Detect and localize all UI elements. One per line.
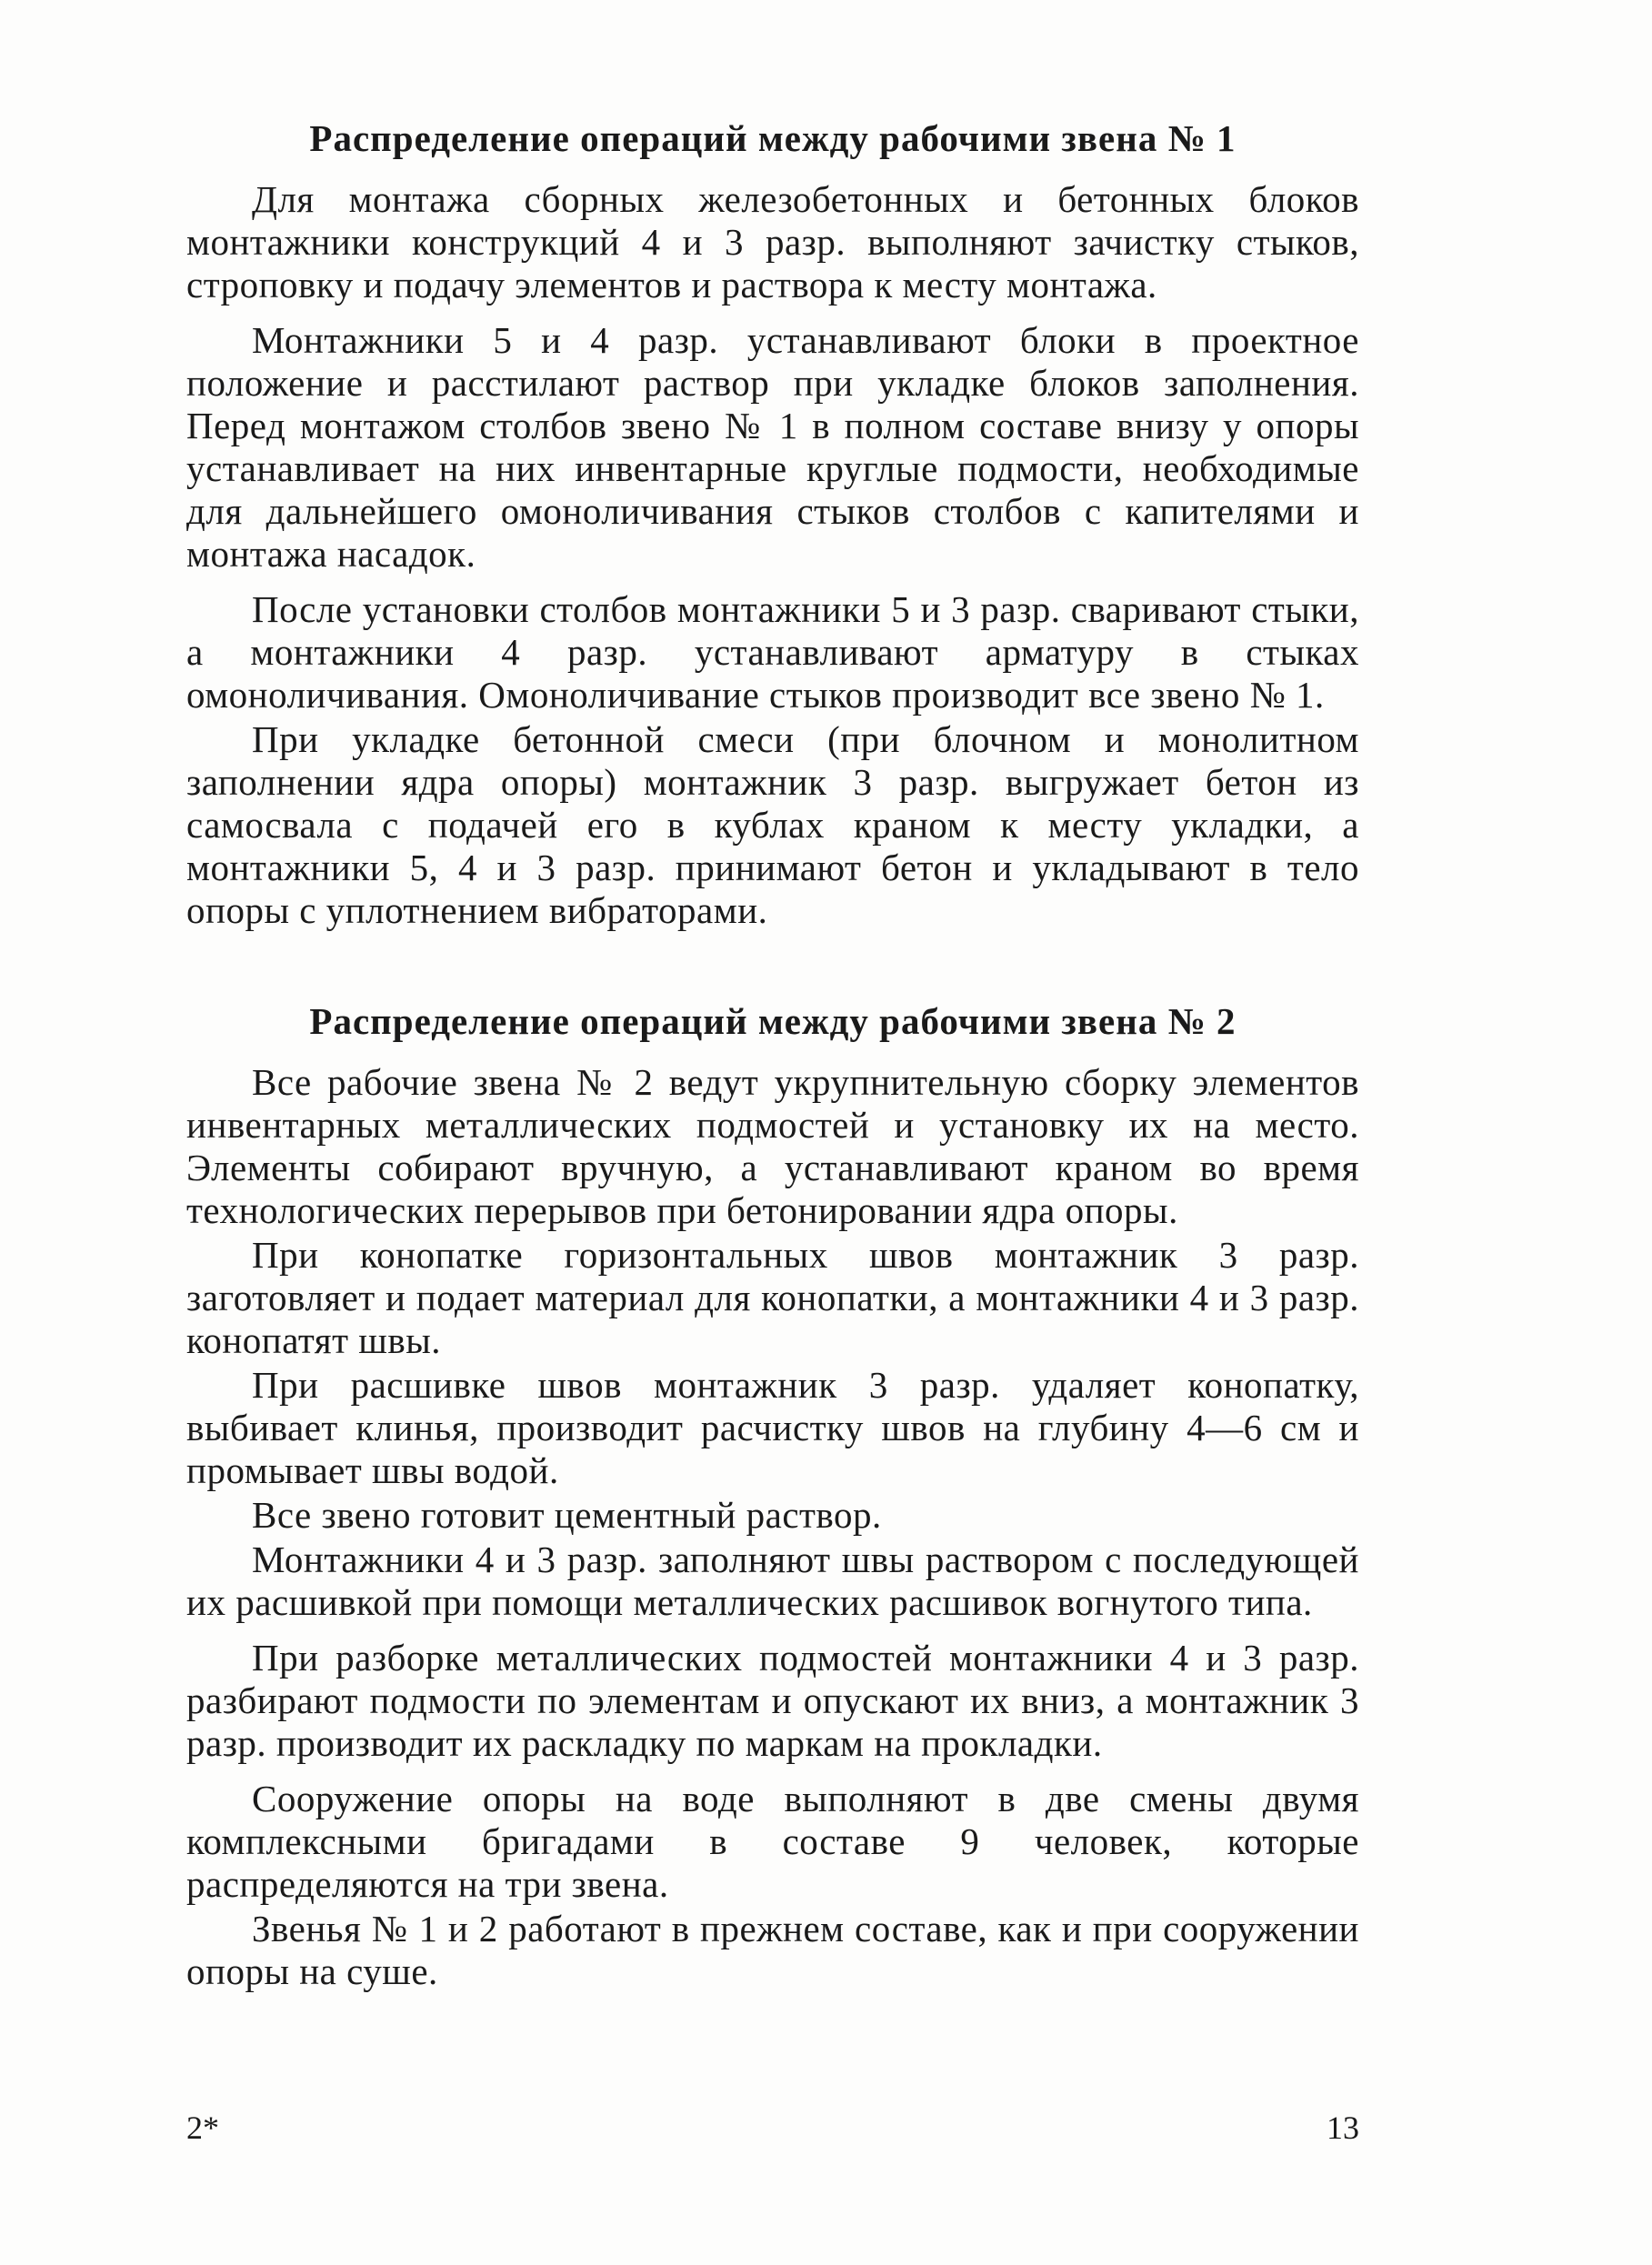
section-1-paragraph-2: Монтажники 5 и 4 разр. устанавливают блоки в проектное положение и расстилают раствор при укладке блоков заполнения. Перед монтажом столбов звено № 1 в полном составе внизу у опоры устанавливает на них инвентарные круглые подмости, необходимые для дальнейшего омоноличивания стыков столбов с капителями и монтажа насадок. (186, 319, 1359, 575)
section-2-paragraph-4: Все звено готовит цементный раствор. (252, 1494, 882, 1536)
section-2-paragraph-6: При разборке металлических подмостей монтажники 4 и 3 разр. разбирают подмости по элементам и опускают их вниз, а монтажник 3 разр. производит их раскладку по маркам на прокладки. (186, 1637, 1359, 1764)
section-1-paragraph-1: Для монтажа сборных железобетонных и бетонных блоков монтажники конструкций 4 и 3 разр. выполняют зачистку стыков, строповку и подачу элементов и раствора к месту монтажа. (186, 178, 1359, 306)
section-2-paragraph-5: Монтажники 4 и 3 разр. заполняют швы раствором с последующей их расшивкой при помощи металлических расшивок вогнутого типа. (186, 1538, 1359, 1623)
section-1-paragraph-4: При укладке бетонной смеси (при блочном и монолитном заполнении ядра опоры) монтажник 3 разр. выгружает бетон из самосвала с подачей его в кублах краном к месту укладки, а монтажники 5, 4 и 3 разр. принимают бетон и укладывают в тело опоры с уплотнением вибраторами. (186, 718, 1359, 931)
section-2-paragraph-2: При конопатке горизонтальных швов монтажник 3 разр. заготовляет и подает материал для конопатки, а монтажники 4 и 3 разр. конопатят швы. (186, 1234, 1359, 1361)
section-1-paragraph-3: После установки столбов монтажники 5 и 3 разр. сваривают стыки, а монтажники 4 разр. устанавливают арматуру в стыках омоноличивания. Омоноличивание стыков производит все звено № 1. (186, 588, 1359, 716)
section-2-heading: Распределение операций между рабочими звена № 2 (309, 1000, 1236, 1042)
page-footer (186, 2105, 1359, 2150)
section-2-paragraph-3: При расшивке швов монтажник 3 разр. удаляет конопатку, выбивает клинья, производит расчистку швов на глубину 4—6 см и промывает швы водой. (186, 1364, 1359, 1491)
section-1-heading: Распределение операций между рабочими звена № 1 (309, 117, 1236, 159)
section-2-paragraph-8: Звенья № 1 и 2 работают в прежнем составе, как и при сооружении опоры на суше. (186, 1908, 1359, 1992)
page-content (186, 116, 1359, 2006)
section-2-paragraph-1: Все рабочие звена № 2 ведут укрупнительную сборку элементов инвентарных металлических подмостей и установку их на место. Элементы собирают вручную, а устанавливают краном во время технологических перерывов при бетонировании ядра опоры. (186, 1061, 1359, 1231)
page-number: 13 (1327, 2110, 1359, 2146)
section-2-paragraph-7: Сооружение опоры на воде выполняют в две смены двумя комплексными бригадами в составе 9 человек, которые распределяются на три звена. (186, 1778, 1359, 1905)
signature-mark: 2* (186, 2110, 219, 2146)
